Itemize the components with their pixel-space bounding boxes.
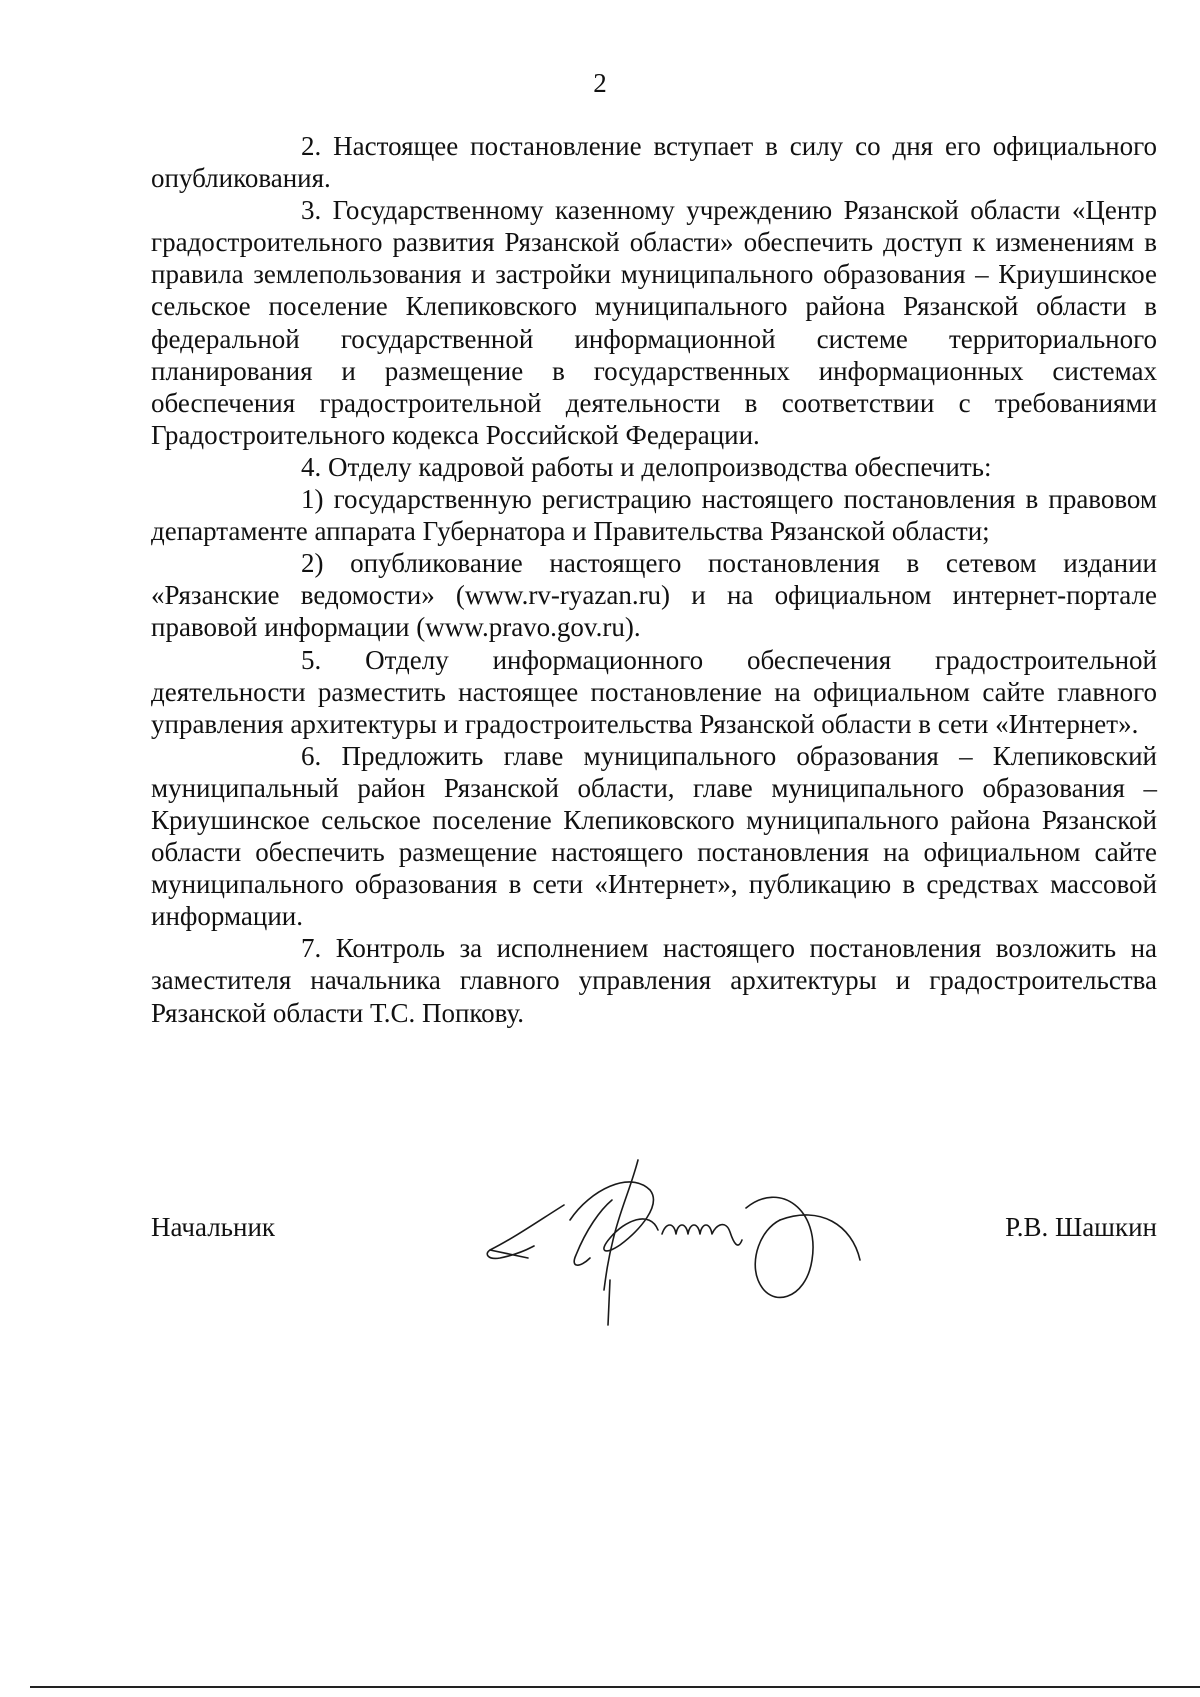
paragraph-number: 7. (301, 933, 322, 964)
paragraph-text: Контроль за исполнением настоящего постановления возложить на заместителя начальника главного управления архитектуры и градостроительства Рязанской области Т.С. Попкову. (151, 933, 1158, 1028)
bottom-divider (30, 1686, 1200, 1688)
paragraph-6 (151, 740, 1157, 933)
paragraph-7 (151, 932, 1157, 1028)
paragraph-text: Отделу кадровой работы и делопроизводства обеспечить: (328, 451, 992, 482)
paragraph-number: 2) (301, 548, 324, 579)
paragraph-text: Государственному казенному учреждению Рязанской области «Центр градостроительного развития Рязанской области» обеспечить доступ к изменениям в правила землепользования и застройки муниципального образования – Криушинское сельское поселение Клепиковского муниципального района Рязанской области в федеральной государственной информационной системе территориального планирования и размещение в государственных информационных системах обеспечения градостроительной деятельности в соответствии с требованиями Градостроительного кодекса Российской Федерации. (151, 195, 1157, 450)
signatory-title: Начальник (151, 1212, 276, 1242)
paragraph-4-item-2 (151, 547, 1157, 643)
paragraph-number: 5. (301, 644, 322, 675)
paragraph-text: опубликование настоящего постановления в сетевом издании «Рязанские ведомости» (www.rv-ryazan.ru) и на официальном интернет-портале правовой информации (www.pravo.gov.ru). (151, 548, 1158, 643)
signature-block (151, 1212, 1157, 1252)
paragraph-5 (151, 644, 1157, 740)
paragraph-text: государственную регистрацию настоящего постановления в правовом департаменте аппарата Губернатора и Правительства Рязанской области; (151, 484, 1158, 547)
paragraph-3 (151, 194, 1157, 451)
paragraph-number: 2. (301, 131, 322, 161)
document-body (151, 130, 1157, 1029)
paragraph-text: Настоящее постановление вступает в силу со дня его официального опубликования. (151, 131, 1158, 194)
paragraph-number: 4. (301, 451, 322, 482)
paragraph-text: Отделу информационного обеспечения градостроительной деятельности разместить настоящее постановление на официальном сайте главного управления архитектуры и градостроительства Рязанской области в сети «Интернет». (151, 644, 1157, 739)
paragraph-2 (151, 130, 1157, 194)
paragraph-4-item-1 (151, 483, 1157, 547)
paragraph-number: 1) (301, 484, 324, 515)
page-number: 2 (593, 68, 607, 98)
paragraph-number: 6. (301, 740, 322, 771)
paragraph-4 (151, 451, 1157, 483)
paragraph-number: 3. (301, 195, 322, 226)
signatory-name: Р.В. Шашкин (1005, 1212, 1157, 1242)
paragraph-text: Предложить главе муниципального образования – Клепиковский муниципальный район Рязанской области, главе муниципального образования – Криушинское сельское поселение Клепиковского муниципального района Рязанской области обеспечить размещение настоящего постановления на официальном сайте муниципального образования в сети «Интернет», публикацию в средствах массовой информации. (151, 740, 1157, 932)
